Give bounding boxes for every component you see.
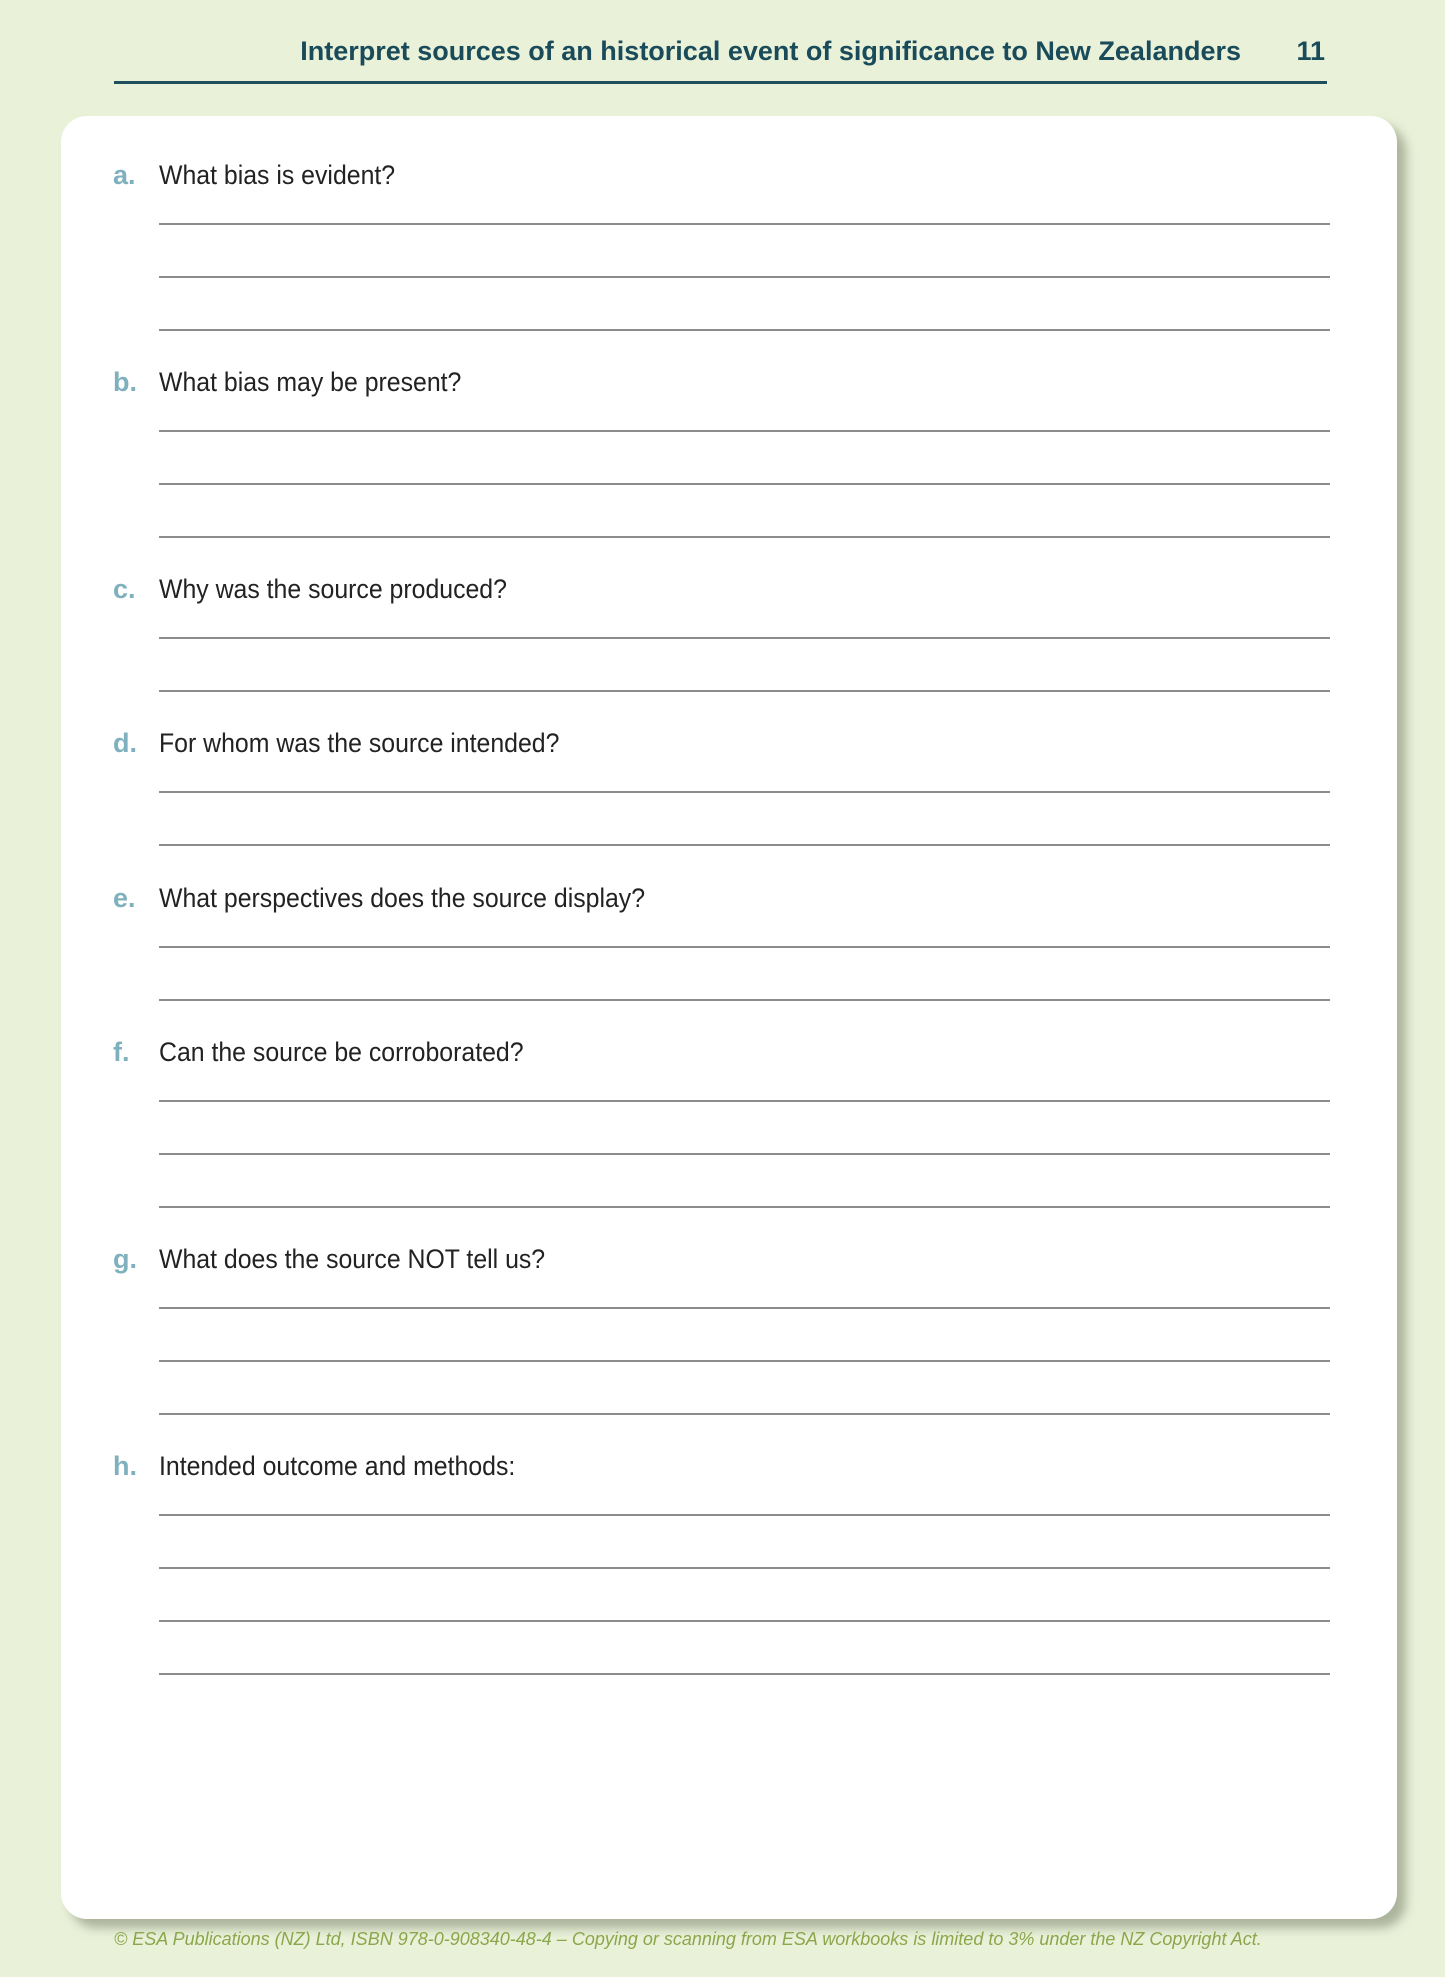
page-header [114,26,1327,84]
answer-line[interactable] [159,1673,1330,1675]
question-letter: c. [113,574,136,604]
question-letter: d. [113,728,137,758]
answer-line[interactable] [159,1413,1330,1415]
answer-line[interactable] [159,430,1330,432]
question-text: Intended outcome and methods: [159,1451,516,1481]
question-text: What does the source NOT tell us? [159,1244,546,1274]
answer-line[interactable] [159,999,1330,1001]
answer-line[interactable] [159,1360,1330,1362]
answer-line[interactable] [159,791,1330,793]
question-letter: g. [113,1244,137,1274]
answer-line[interactable] [159,536,1330,538]
answer-line[interactable] [159,223,1330,225]
answer-line[interactable] [159,1620,1330,1622]
answer-line[interactable] [159,637,1330,639]
question-text: What bias may be present? [159,367,462,397]
question-text: For whom was the source intended? [159,728,560,758]
answer-line[interactable] [159,1307,1330,1309]
answer-line[interactable] [159,1567,1330,1569]
header-title: Interpret sources of an historical event of significance to New Zealanders [300,36,1241,66]
question-text: Can the source be corroborated? [159,1037,524,1067]
answer-line[interactable] [159,1153,1330,1155]
answer-line[interactable] [159,1206,1330,1208]
answer-line[interactable] [159,946,1330,948]
answer-line[interactable] [159,483,1330,485]
question-letter: e. [113,883,136,913]
question-letter: a. [113,160,136,190]
answer-line[interactable] [159,844,1330,846]
answer-line[interactable] [159,1514,1330,1516]
answer-line[interactable] [159,276,1330,278]
copyright-footer: © ESA Publications (NZ) Ltd, ISBN 978-0-908340-48-4 – Copying or scanning from ESA workbooks is limited to 3% under the NZ Copyright Act. [114,1929,1262,1949]
worksheet-card [61,116,1397,1919]
question-letter: h. [113,1451,137,1481]
question-text: What perspectives does the source display? [159,883,646,913]
question-text: What bias is evident? [159,160,396,190]
answer-line[interactable] [159,329,1330,331]
question-letter: b. [113,367,137,397]
answer-line[interactable] [159,1100,1330,1102]
answer-line[interactable] [159,690,1330,692]
question-text: Why was the source produced? [159,574,507,604]
page-number: 11 [1296,36,1325,66]
question-letter: f. [113,1037,130,1067]
